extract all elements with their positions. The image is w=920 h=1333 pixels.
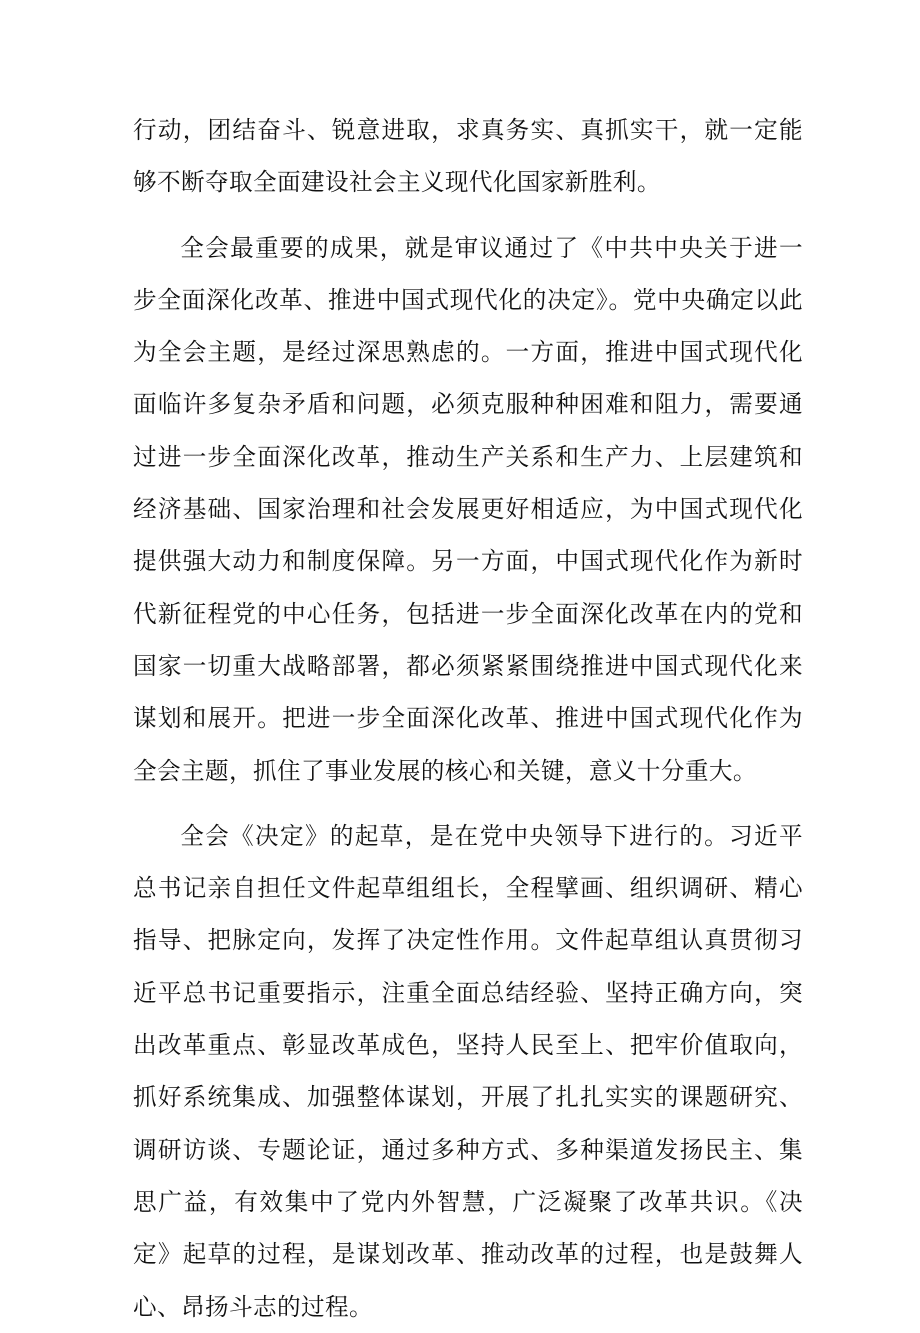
document-body xyxy=(133,104,803,1333)
paragraph-3: 全会《决定》的起草，是在党中央领导下进行的。习近平总书记亲自担任文件起草组组长，全程擘画、组织调研、精心指导、把脉定向，发挥了决定性作用。文件起草组认真贯彻习近平总书记重要指示，注重全面总结经验、坚持正确方向，突出改革重点、彰显改革成色，坚持人民至上、把牢价值取向，抓好系统集成、加强整体谋划，开展了扎扎实实的课题研究、调研访谈、专题论证，通过多种方式、多种渠道发扬民主、集思广益，有效集中了党内外智慧，广泛凝聚了改革共识。《决定》起草的过程，是谋划改革、推动改革的过程，也是鼓舞人心、昂扬斗志的过程。 xyxy=(133,821,803,1321)
paragraph-1: 行动，团结奋斗、锐意进取，求真务实、真抓实干，就一定能够不断夺取全面建设社会主义现代化国家新胜利。 xyxy=(133,116,803,197)
paragraph-2: 全会最重要的成果，就是审议通过了《中共中央关于进一步全面深化改革、推进中国式现代化的决定》。党中央确定以此为全会主题，是经过深思熟虑的。一方面，推进中国式现代化面临许多复杂矛盾和问题，必须克服种种困难和阻力，需要通过进一步全面深化改革，推动生产关系和生产力、上层建筑和经济基础、国家治理和社会发展更好相适应，为中国式现代化提供强大动力和制度保障。另一方面，中国式现代化作为新时代新征程党的中心任务，包括进一步全面深化改革在内的党和国家一切重大战略部署，都必须紧紧围绕推进中国式现代化来谋划和展开。把进一步全面深化改革、推进中国式现代化作为全会主题，抓住了事业发展的核心和关键，意义十分重大。 xyxy=(133,233,803,785)
